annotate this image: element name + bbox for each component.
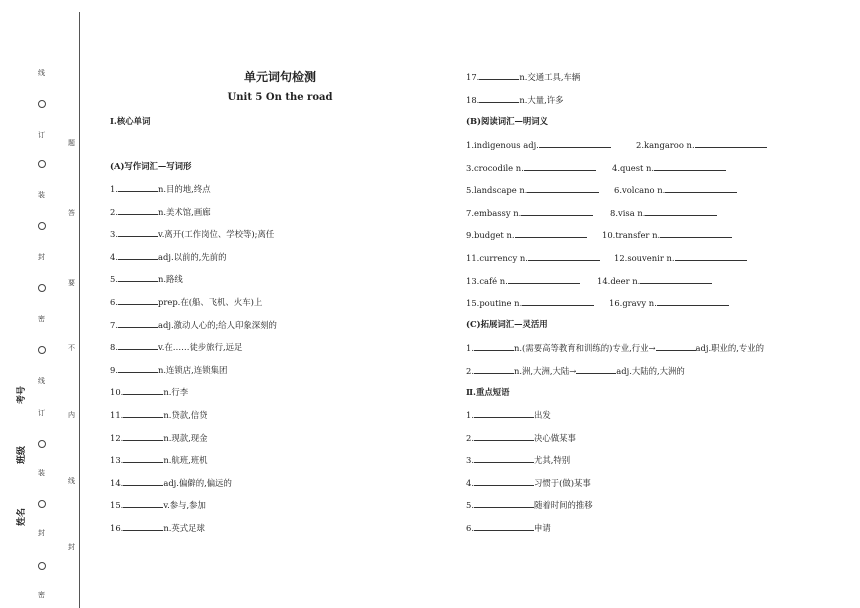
- item-number: 3.: [110, 229, 118, 240]
- phrase-item: [466, 521, 551, 534]
- reading-word: 10.transfer n.: [602, 230, 661, 241]
- item-number: 1.: [466, 343, 474, 353]
- reading-word: 12.souvenir n.: [614, 253, 675, 263]
- item-definition: n.洲,大洲,大陆→: [514, 365, 577, 376]
- item-definition: n.行李: [163, 387, 189, 398]
- word-item: [466, 70, 580, 83]
- item-definition: n.现款,现金: [163, 432, 208, 443]
- item-number: 13.: [110, 455, 124, 466]
- item-number: 5.: [110, 274, 118, 285]
- answer-blank[interactable]: [123, 453, 163, 463]
- word-item: [110, 431, 208, 444]
- margin-char: 封: [38, 253, 45, 261]
- phrase-item: [466, 453, 570, 466]
- word-item: [110, 385, 188, 398]
- item-definition: prep.在(船、飞机、火车)上: [158, 297, 263, 307]
- phrase-item: [466, 476, 591, 489]
- reading-word-item: [614, 251, 747, 264]
- reading-word: 11.currency n.: [466, 253, 528, 263]
- item-definition: adj.激动人心的;给人印象深刻的: [158, 319, 277, 330]
- item-number: 1.: [466, 410, 474, 420]
- answer-blank[interactable]: [675, 251, 747, 261]
- reading-word-item: [602, 228, 732, 241]
- reading-word-item: [466, 183, 599, 196]
- phrase-item: [466, 431, 576, 444]
- section-heading-key-phrases: Ⅱ.重点短语: [466, 387, 510, 397]
- reading-word: 15.poutine n.: [466, 298, 523, 309]
- item-number: 9.: [110, 364, 118, 375]
- reading-word: 9.budget n.: [466, 230, 515, 241]
- reading-word-item: [614, 183, 737, 196]
- margin-char: 封: [38, 529, 45, 537]
- answer-blank[interactable]: [123, 408, 163, 418]
- word-item: [466, 93, 564, 106]
- word-item: [110, 408, 208, 421]
- word-item: [110, 295, 262, 308]
- item-number: 12.: [110, 432, 124, 443]
- item-number: 2.: [466, 432, 474, 443]
- margin-char: 封: [68, 543, 75, 551]
- answer-blank[interactable]: [524, 161, 596, 171]
- item-definition: adj.以前的,先前的: [158, 251, 227, 262]
- answer-blank[interactable]: [118, 340, 158, 350]
- answer-blank[interactable]: [118, 205, 158, 215]
- item-number: 15.: [110, 500, 124, 511]
- word-item: [110, 227, 274, 240]
- answer-blank[interactable]: [123, 521, 163, 531]
- reading-word: 6.volcano n.: [614, 185, 666, 196]
- margin-char: 内: [68, 411, 75, 419]
- reading-word-item: [466, 274, 580, 287]
- answer-blank[interactable]: [695, 138, 767, 148]
- phrase-item: [466, 498, 593, 511]
- reading-word-item: [466, 296, 594, 309]
- item-number: 18.: [466, 94, 480, 105]
- reading-word-item: [466, 138, 611, 151]
- margin-char: 订: [38, 409, 45, 417]
- word-item: [110, 182, 211, 195]
- part-b-heading: (B)阅读词汇—明词义: [466, 116, 549, 126]
- reading-word: 2.kangaroo n.: [636, 140, 695, 150]
- class-label: 班级: [17, 445, 27, 464]
- item-number: 1.: [110, 184, 118, 194]
- margin-char: 装: [38, 469, 45, 477]
- answer-blank[interactable]: [656, 341, 696, 351]
- answer-blank[interactable]: [474, 476, 534, 486]
- answer-blank[interactable]: [528, 251, 600, 261]
- answer-blank[interactable]: [474, 521, 534, 531]
- item-number: 6.: [110, 297, 118, 307]
- item-definition: adj.职业的,专业的: [695, 343, 765, 353]
- item-definition: n.交通工具,车辆: [519, 72, 581, 82]
- item-definition: v.在……徒步旅行,远足: [158, 342, 243, 353]
- answer-blank[interactable]: [474, 431, 534, 441]
- reading-word-item: [612, 161, 726, 174]
- part-c-heading: (C)拓展词汇—灵活用: [466, 319, 548, 329]
- item-definition: n.贷款,信贷: [163, 410, 208, 420]
- word-item: [110, 340, 242, 353]
- binding-line: [79, 12, 80, 608]
- word-item: [110, 318, 277, 331]
- binding-margin: [0, 0, 80, 608]
- word-item: [110, 272, 183, 285]
- phrase-meaning: 决心做某事: [534, 432, 576, 443]
- answer-blank[interactable]: [479, 70, 519, 80]
- item-number: 14.: [110, 477, 124, 488]
- binding-hole: [38, 100, 46, 108]
- answer-blank[interactable]: [118, 250, 158, 260]
- margin-char: 密: [38, 315, 45, 323]
- answer-blank[interactable]: [527, 183, 599, 193]
- reading-word-item: [597, 274, 712, 287]
- reading-word-item: [609, 296, 729, 309]
- item-number: 10.: [110, 387, 124, 398]
- page-title: 单元词句检测: [243, 70, 316, 84]
- answer-blank[interactable]: [479, 93, 519, 103]
- reading-word: 7.embassy n.: [466, 207, 522, 218]
- binding-hole: [38, 284, 46, 292]
- item-definition: adj.偏僻的,偏远的: [163, 477, 232, 488]
- item-definition: n.英式足球: [163, 523, 205, 533]
- extension-word-item: [466, 364, 685, 377]
- binding-hole: [38, 346, 46, 354]
- item-definition: v.参与,参加: [163, 500, 206, 511]
- binding-hole: [38, 562, 46, 570]
- word-item: [110, 250, 227, 263]
- margin-char: 题: [68, 139, 75, 147]
- answer-blank[interactable]: [539, 138, 611, 148]
- reading-word: 16.gravy n.: [609, 298, 657, 309]
- margin-char: 线: [38, 377, 45, 385]
- item-number: 2.: [110, 206, 118, 217]
- phrase-meaning: 随着时间的推移: [534, 500, 593, 511]
- item-definition: n.航班,班机: [163, 455, 208, 466]
- margin-char: 密: [38, 591, 45, 599]
- margin-char: 订: [38, 131, 45, 139]
- word-item: [110, 476, 232, 489]
- answer-blank[interactable]: [521, 206, 593, 216]
- binding-hole: [38, 160, 46, 168]
- reading-word-item: [466, 251, 600, 264]
- unit-subtitle: Unit 5 On the road: [227, 92, 333, 103]
- answer-blank[interactable]: [576, 364, 616, 374]
- item-definition: n.目的地,终点: [158, 184, 211, 194]
- item-number: 7.: [110, 319, 118, 330]
- item-number: 11.: [110, 410, 124, 420]
- phrase-meaning: 申请: [534, 523, 551, 533]
- binding-hole: [38, 222, 46, 230]
- item-definition: v.离开(工作岗位、学校等);离任: [158, 229, 275, 240]
- answer-blank[interactable]: [640, 274, 712, 284]
- reading-word: 8.visa n.: [610, 207, 646, 218]
- item-definition: n.路线: [158, 274, 183, 285]
- reading-word: 13.café n.: [466, 275, 508, 286]
- margin-char: 不: [68, 344, 75, 352]
- answer-blank[interactable]: [508, 274, 580, 284]
- extension-word-item: [466, 341, 764, 354]
- reading-word-item: [466, 161, 596, 174]
- answer-blank[interactable]: [118, 295, 158, 305]
- item-definition: n.(需要高等教育和训练的)专业,行业→: [514, 343, 656, 353]
- answer-blank[interactable]: [654, 161, 726, 171]
- word-item: [110, 498, 206, 511]
- answer-blank[interactable]: [123, 476, 163, 486]
- answer-blank[interactable]: [118, 227, 158, 237]
- answer-blank[interactable]: [522, 296, 594, 306]
- item-number: 17.: [466, 72, 480, 82]
- reading-word-item: [466, 228, 587, 241]
- answer-blank[interactable]: [474, 498, 534, 508]
- word-item: [110, 453, 208, 466]
- margin-char: 答: [68, 209, 75, 217]
- phrase-meaning: 习惯于(做)某事: [534, 477, 591, 488]
- item-definition: n.大量,许多: [519, 94, 564, 105]
- reading-word-item: [636, 138, 767, 151]
- item-definition: n.美术馆,画廊: [158, 206, 211, 217]
- word-item: [110, 363, 227, 376]
- word-item: [110, 521, 205, 534]
- margin-char: 线: [38, 69, 45, 77]
- binding-hole: [38, 440, 46, 448]
- reading-word: 1.indigenous adj.: [466, 140, 539, 150]
- margin-char: 要: [68, 279, 75, 287]
- answer-blank[interactable]: [123, 431, 163, 441]
- answer-blank[interactable]: [474, 341, 514, 351]
- answer-blank[interactable]: [474, 453, 534, 463]
- answer-blank[interactable]: [118, 318, 158, 328]
- binding-hole: [38, 500, 46, 508]
- phrase-meaning: 尤其,特别: [534, 455, 571, 466]
- answer-blank[interactable]: [660, 228, 732, 238]
- item-number: 16.: [110, 523, 124, 533]
- exam-number-label: 考号: [17, 385, 27, 404]
- reading-word: 14.deer n.: [597, 275, 641, 286]
- answer-blank[interactable]: [123, 498, 163, 508]
- margin-char: 装: [38, 191, 45, 199]
- reading-word: 4.quest n.: [612, 162, 655, 173]
- section-heading-core-words: Ⅰ.核心单词: [110, 116, 151, 126]
- answer-blank[interactable]: [665, 183, 737, 193]
- item-number: 3.: [466, 455, 474, 466]
- item-number: 4.: [466, 477, 474, 488]
- item-number: 4.: [110, 251, 118, 262]
- item-number: 6.: [466, 523, 474, 533]
- answer-blank[interactable]: [118, 363, 158, 373]
- reading-word: 5.landscape n.: [466, 185, 528, 196]
- answer-blank[interactable]: [474, 364, 514, 374]
- phrase-item: [466, 408, 551, 421]
- item-number: 8.: [110, 342, 118, 353]
- phrase-meaning: 出发: [534, 410, 551, 420]
- word-item: [110, 205, 211, 218]
- reading-word: 3.crocodile n.: [466, 162, 524, 173]
- answer-blank[interactable]: [515, 228, 587, 238]
- item-number: 5.: [466, 500, 474, 511]
- answer-blank[interactable]: [474, 408, 534, 418]
- answer-blank[interactable]: [123, 385, 163, 395]
- reading-word-item: [610, 206, 717, 219]
- part-a-heading: (A)写作词汇—写词形: [110, 161, 192, 171]
- answer-blank[interactable]: [118, 182, 158, 192]
- item-number: 2.: [466, 365, 474, 376]
- answer-blank[interactable]: [118, 272, 158, 282]
- name-label: 姓名: [17, 507, 27, 526]
- reading-word-item: [466, 206, 593, 219]
- answer-blank[interactable]: [645, 206, 717, 216]
- item-definition: adj.大陆的,大洲的: [616, 365, 685, 376]
- item-definition: n.连锁店,连锁集团: [158, 364, 228, 375]
- answer-blank[interactable]: [657, 296, 729, 306]
- margin-char: 线: [68, 477, 75, 485]
